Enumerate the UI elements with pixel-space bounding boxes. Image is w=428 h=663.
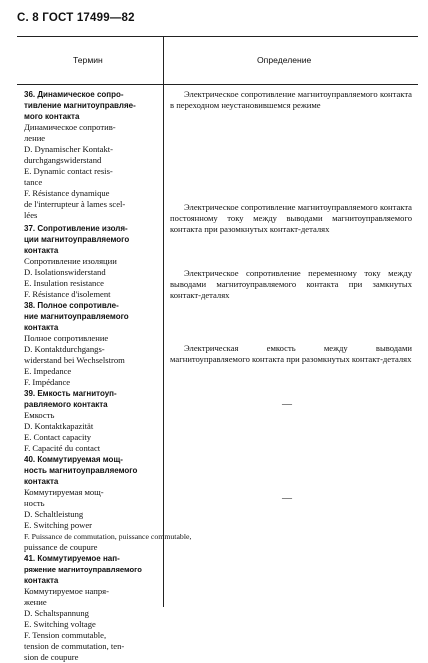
term-title-line: контакта xyxy=(24,576,59,585)
term-title-line: контакта xyxy=(24,477,59,486)
term-synonym: F. Puissance de commutation, puissance commutable, xyxy=(24,532,192,541)
term-synonym: ность xyxy=(24,498,45,508)
term-synonym: D. Isolationswiderstand xyxy=(24,267,106,277)
definition-text: Электрическая емкость между выводами магнитоуправляемого контакта при разомкнутых контакт-деталях xyxy=(170,343,412,364)
table-header-rule xyxy=(17,84,418,85)
column-header-definition: Определение xyxy=(257,55,312,65)
column-header-term: Термин xyxy=(73,55,103,65)
definition-text: Электрическое сопротивление магнитоуправляемого контакта в переходном неустановившемся режиме xyxy=(170,89,412,110)
term-synonym: E. Switching voltage xyxy=(24,619,96,629)
column-divider xyxy=(163,36,164,607)
term-title-line: 40. Коммутируемая мощ- xyxy=(24,455,123,464)
term-synonym: жение xyxy=(24,597,47,607)
definition-text: Электрическое сопротивление переменному току между выводами магнитоуправляемого контакта при замкнутых контакт-деталях xyxy=(170,268,412,300)
term-synonym: Коммутируемое напря- xyxy=(24,586,109,596)
term-title-line: 36. Динамическое сопро- xyxy=(24,90,124,99)
term-synonym: D. Schaltleistung xyxy=(24,509,84,519)
definition-text: Электрическое сопротивление магнитоуправляемого контакта постоянному току между выводами магнитоуправляемого контакта при разомкнутых контакт-деталях xyxy=(170,202,412,234)
term-synonym: F. Impédance xyxy=(24,377,71,387)
term-synonym: Динамическое сопротив- xyxy=(24,122,116,132)
term-title-line: ние магнитоуправляемого xyxy=(24,312,129,321)
term-title-line: равляемого контакта xyxy=(24,400,108,409)
definition-38 xyxy=(170,268,412,301)
term-title-line: ряжение магнитоуправляемого xyxy=(24,565,142,574)
term-synonym: Коммутируемая мощ- xyxy=(24,487,104,497)
term-title-line: контакта xyxy=(24,323,59,332)
term-synonym: E. Dynamic contact resis- xyxy=(24,166,113,176)
definition-37 xyxy=(170,202,412,235)
term-synonym: D. Schaltspannung xyxy=(24,608,89,618)
term-synonym: lées xyxy=(24,210,38,220)
term-title-line: контакта xyxy=(24,246,59,255)
term-entry-41 xyxy=(24,553,158,663)
term-synonym: D. Kontaktdurchgangs- xyxy=(24,344,105,354)
term-title-line: 41. Коммутируемое нап- xyxy=(24,554,120,563)
term-synonym: E. Impedance xyxy=(24,366,72,376)
term-synonym: puissance de coupure xyxy=(24,542,98,552)
term-title-line: мого контакта xyxy=(24,112,80,121)
table-top-rule xyxy=(17,36,418,37)
term-synonym: E. Insulation resistance xyxy=(24,278,104,288)
page-header: С. 8 ГОСТ 17499—82 xyxy=(17,12,135,24)
term-synonym: sion de coupure xyxy=(24,652,79,662)
term-synonym: Сопротивление изоляции xyxy=(24,256,117,266)
term-title-line: ции магнитоуправляемого xyxy=(24,235,130,244)
definition-39 xyxy=(170,343,412,365)
term-entry-39 xyxy=(24,388,158,454)
term-entry-37 xyxy=(24,223,158,300)
term-synonym: Емкость xyxy=(24,410,55,420)
term-synonym: tance xyxy=(24,177,43,187)
term-synonym: Полное сопротивление xyxy=(24,333,109,343)
term-entry-38 xyxy=(24,300,158,388)
definition-36 xyxy=(170,89,412,111)
term-synonym: F. Résistance d'isolement xyxy=(24,289,111,299)
definition-41-dash: — xyxy=(282,493,292,504)
term-synonym: F. Capacité du contact xyxy=(24,443,101,453)
term-entry-40 xyxy=(24,454,192,553)
term-synonym: E. Switching power xyxy=(24,520,93,530)
term-synonym: F. Tension commutable, xyxy=(24,630,107,640)
terms-column xyxy=(24,89,192,663)
term-entry-36 xyxy=(24,89,158,221)
term-synonym: widerstand bei Wechselstrom xyxy=(24,355,125,365)
definition-40-dash: — xyxy=(282,399,292,410)
term-synonym: tension de commutation, ten- xyxy=(24,641,125,651)
term-synonym: ление xyxy=(24,133,46,143)
term-synonym: D. Dynamischer Kontakt- xyxy=(24,144,114,154)
term-title-line: тивление магнитоуправляе- xyxy=(24,101,136,110)
term-synonym: D. Kontaktkapazität xyxy=(24,421,94,431)
term-synonym: E. Contact capacity xyxy=(24,432,92,442)
term-title-line: ность магнитоуправляемого xyxy=(24,466,138,475)
term-title-line: 39. Емкость магнитоуп- xyxy=(24,389,117,398)
term-synonym: F. Résistance dynamique xyxy=(24,188,110,198)
term-synonym: durchgangswiderstand xyxy=(24,155,102,165)
term-title-line: 38. Полное сопротивле- xyxy=(24,301,119,310)
term-title-line: 37. Сопротивление изоля- xyxy=(24,224,128,233)
term-synonym: de l'interrupteur à lames scel- xyxy=(24,199,126,209)
